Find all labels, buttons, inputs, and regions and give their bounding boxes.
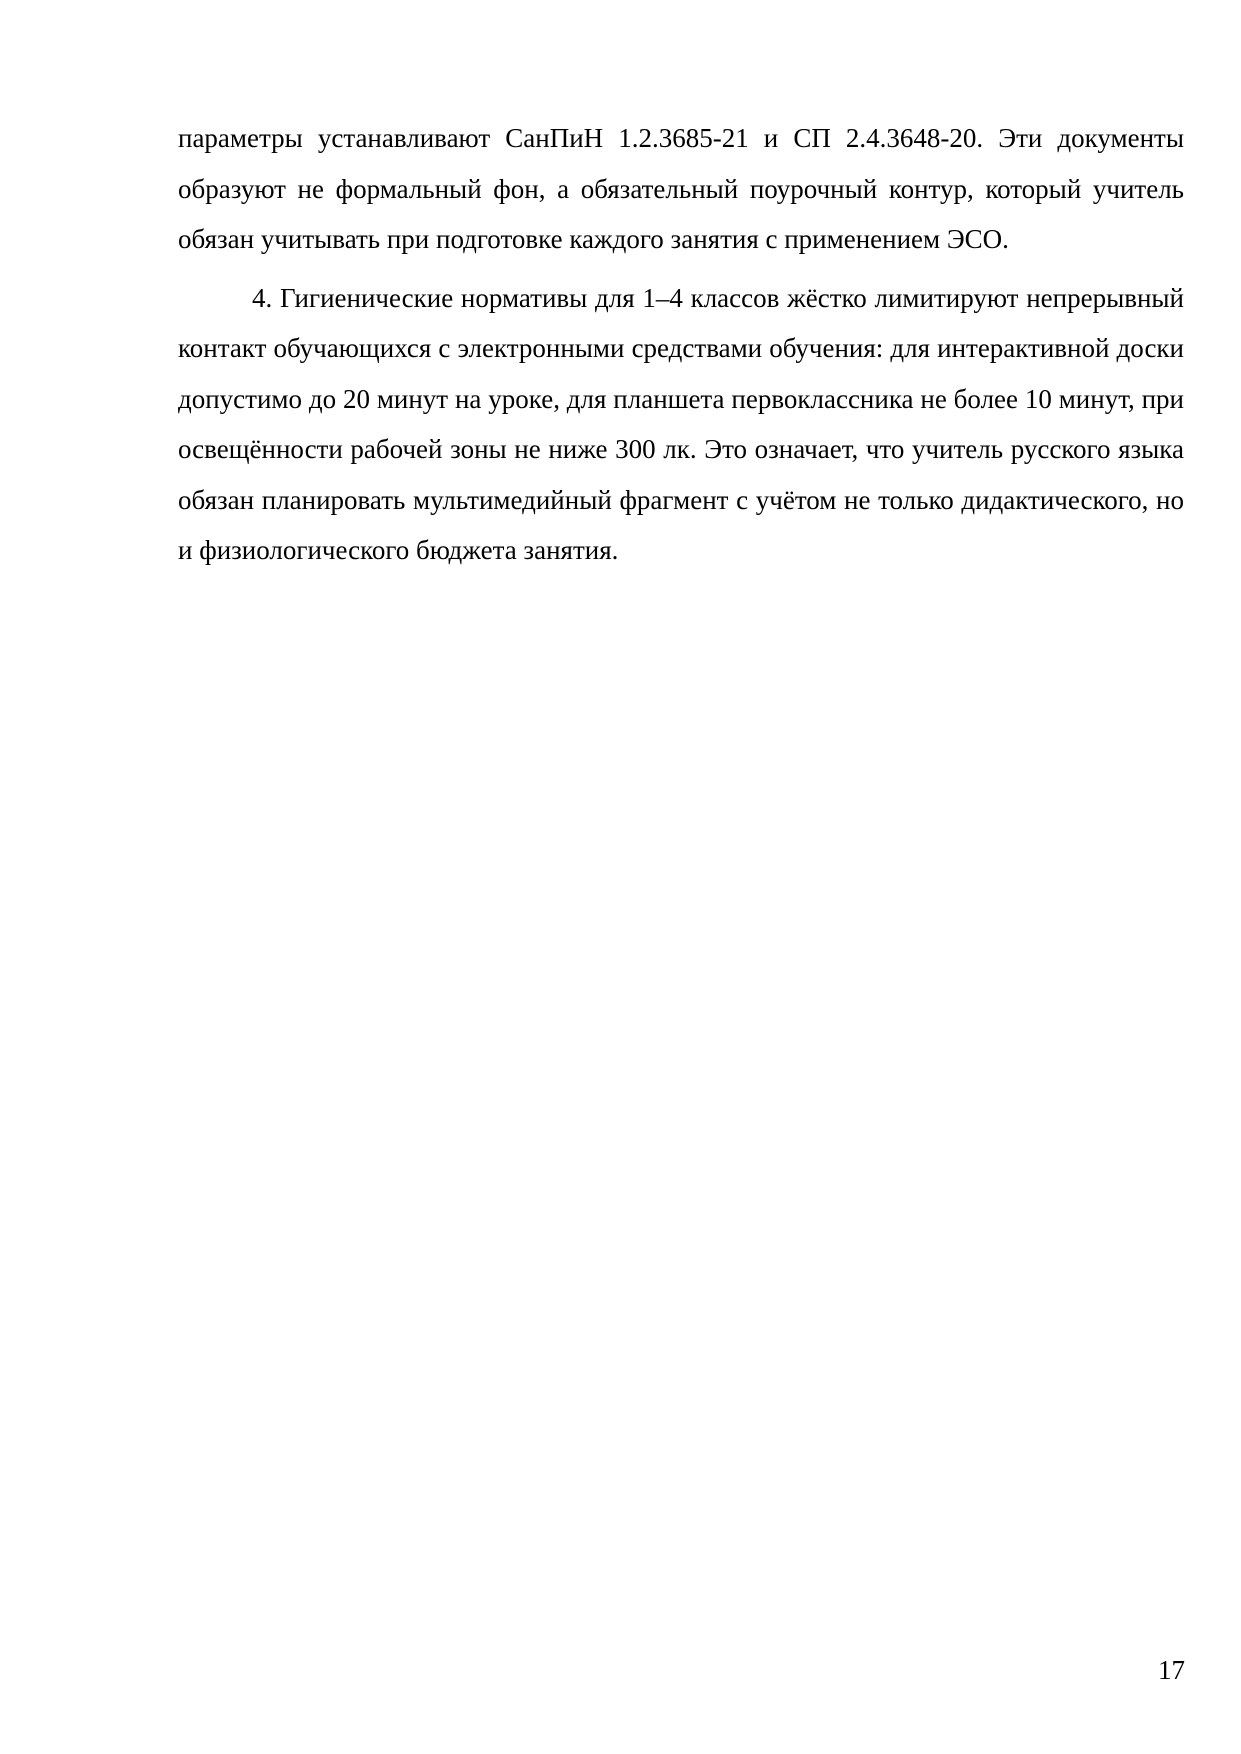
page-body bbox=[178, 113, 1184, 576]
paragraph-item-4: 4. Гигиенические нормативы для 1–4 классов жёстко лимитируют непрерывный контакт обучающихся с электронными средствами обучения: для интерактивной доски допустимо до 20 минут на уроке, для планшета первоклассника не более 10 минут, при освещённости рабочей зоны не ниже 300 лк. Это означает, что учитель русского языка обязан планировать мультимедийный фрагмент с учётом не только дидактического, но и физиологического бюджета занятия. bbox=[178, 282, 1184, 565]
page-number: 17 bbox=[1158, 1655, 1185, 1685]
paragraph-continuation: параметры устанавливают СанПиН 1.2.3685-21 и СП 2.4.3648-20. Эти документы образуют не формальный фон, а обязательный поурочный контур, который учитель обязан учитывать при подготовке каждого занятия с применением ЭСО. bbox=[178, 123, 1184, 254]
